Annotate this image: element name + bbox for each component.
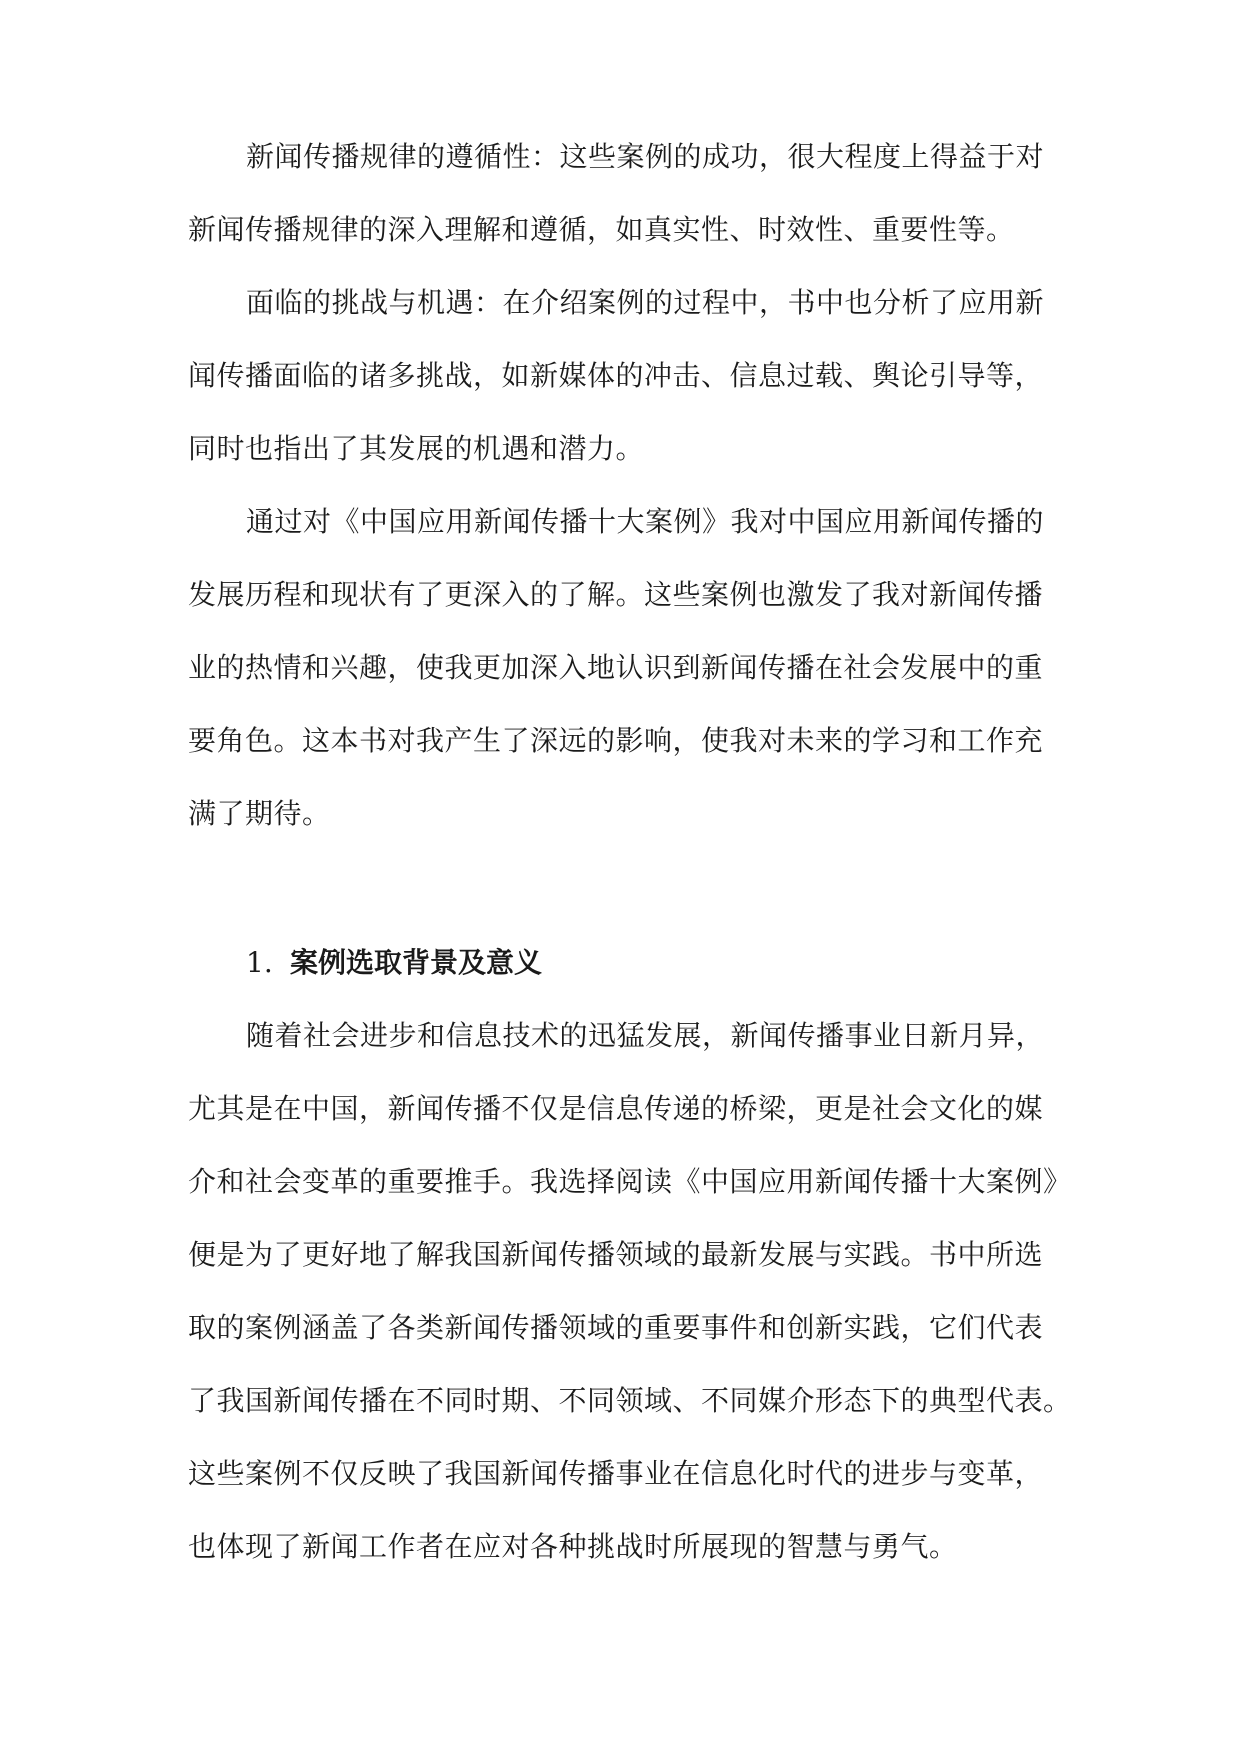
text-line: 这些案例不仅反映了我国新闻传播事业在信息化时代的进步与变革， <box>188 1457 1044 1490</box>
text-line: 发展历程和现状有了更深入的了解。这些案例也激发了我对新闻传播 <box>188 578 1044 611</box>
text-line: 随着社会进步和信息技术的迅猛发展，新闻传播事业日新月异， <box>246 1019 1045 1052</box>
text-line: 满了期待。 <box>188 797 331 830</box>
text-line: 新闻传播规律的遵循性：这些案例的成功，很大程度上得益于对 <box>246 140 1045 173</box>
text-line: 尤其是在中国，新闻传播不仅是信息传递的桥梁，更是社会文化的媒 <box>188 1092 1044 1125</box>
text-line: 同时也指出了其发展的机遇和潜力。 <box>188 432 645 465</box>
text-line: 了我国新闻传播在不同时期、不同领域、不同媒介形态下的典型代表。 <box>188 1384 1072 1417</box>
text-line: 取的案例涵盖了各类新闻传播领域的重要事件和创新实践，它们代表 <box>188 1311 1044 1344</box>
text-line: 新闻传播规律的深入理解和遵循，如真实性、时效性、重要性等。 <box>188 213 1015 246</box>
paragraph-case-background <box>188 999 1072 1583</box>
text-line: 要角色。这本书对我产生了深远的影响，使我对未来的学习和工作充 <box>188 724 1044 757</box>
text-line: 业的热情和兴趣，使我更加深入地认识到新闻传播在社会发展中的重 <box>188 651 1044 684</box>
paragraph-conclusion <box>188 485 1048 850</box>
text-line: 便是为了更好地了解我国新闻传播领域的最新发展与实践。书中所选 <box>188 1238 1044 1271</box>
text-line: 也体现了新闻工作者在应对各种挑战时所展现的智慧与勇气。 <box>188 1530 958 1563</box>
paragraph-journalism-laws <box>188 120 1048 266</box>
text-line: 闻传播面临的诸多挑战，如新媒体的冲击、信息过载、舆论引导等， <box>188 359 1044 392</box>
section-heading <box>246 926 542 999</box>
paragraph-challenges-opportunities <box>188 266 1048 485</box>
section-title: 案例选取背景及意义 <box>290 946 543 979</box>
text-line: 通过对《中国应用新闻传播十大案例》我对中国应用新闻传播的 <box>246 505 1045 538</box>
text-line: 面临的挑战与机遇：在介绍案例的过程中，书中也分析了应用新 <box>246 286 1045 319</box>
text-line: 介和社会变革的重要推手。我选择阅读《中国应用新闻传播十大案例》 <box>188 1165 1072 1198</box>
section-number: 1. <box>246 946 273 979</box>
